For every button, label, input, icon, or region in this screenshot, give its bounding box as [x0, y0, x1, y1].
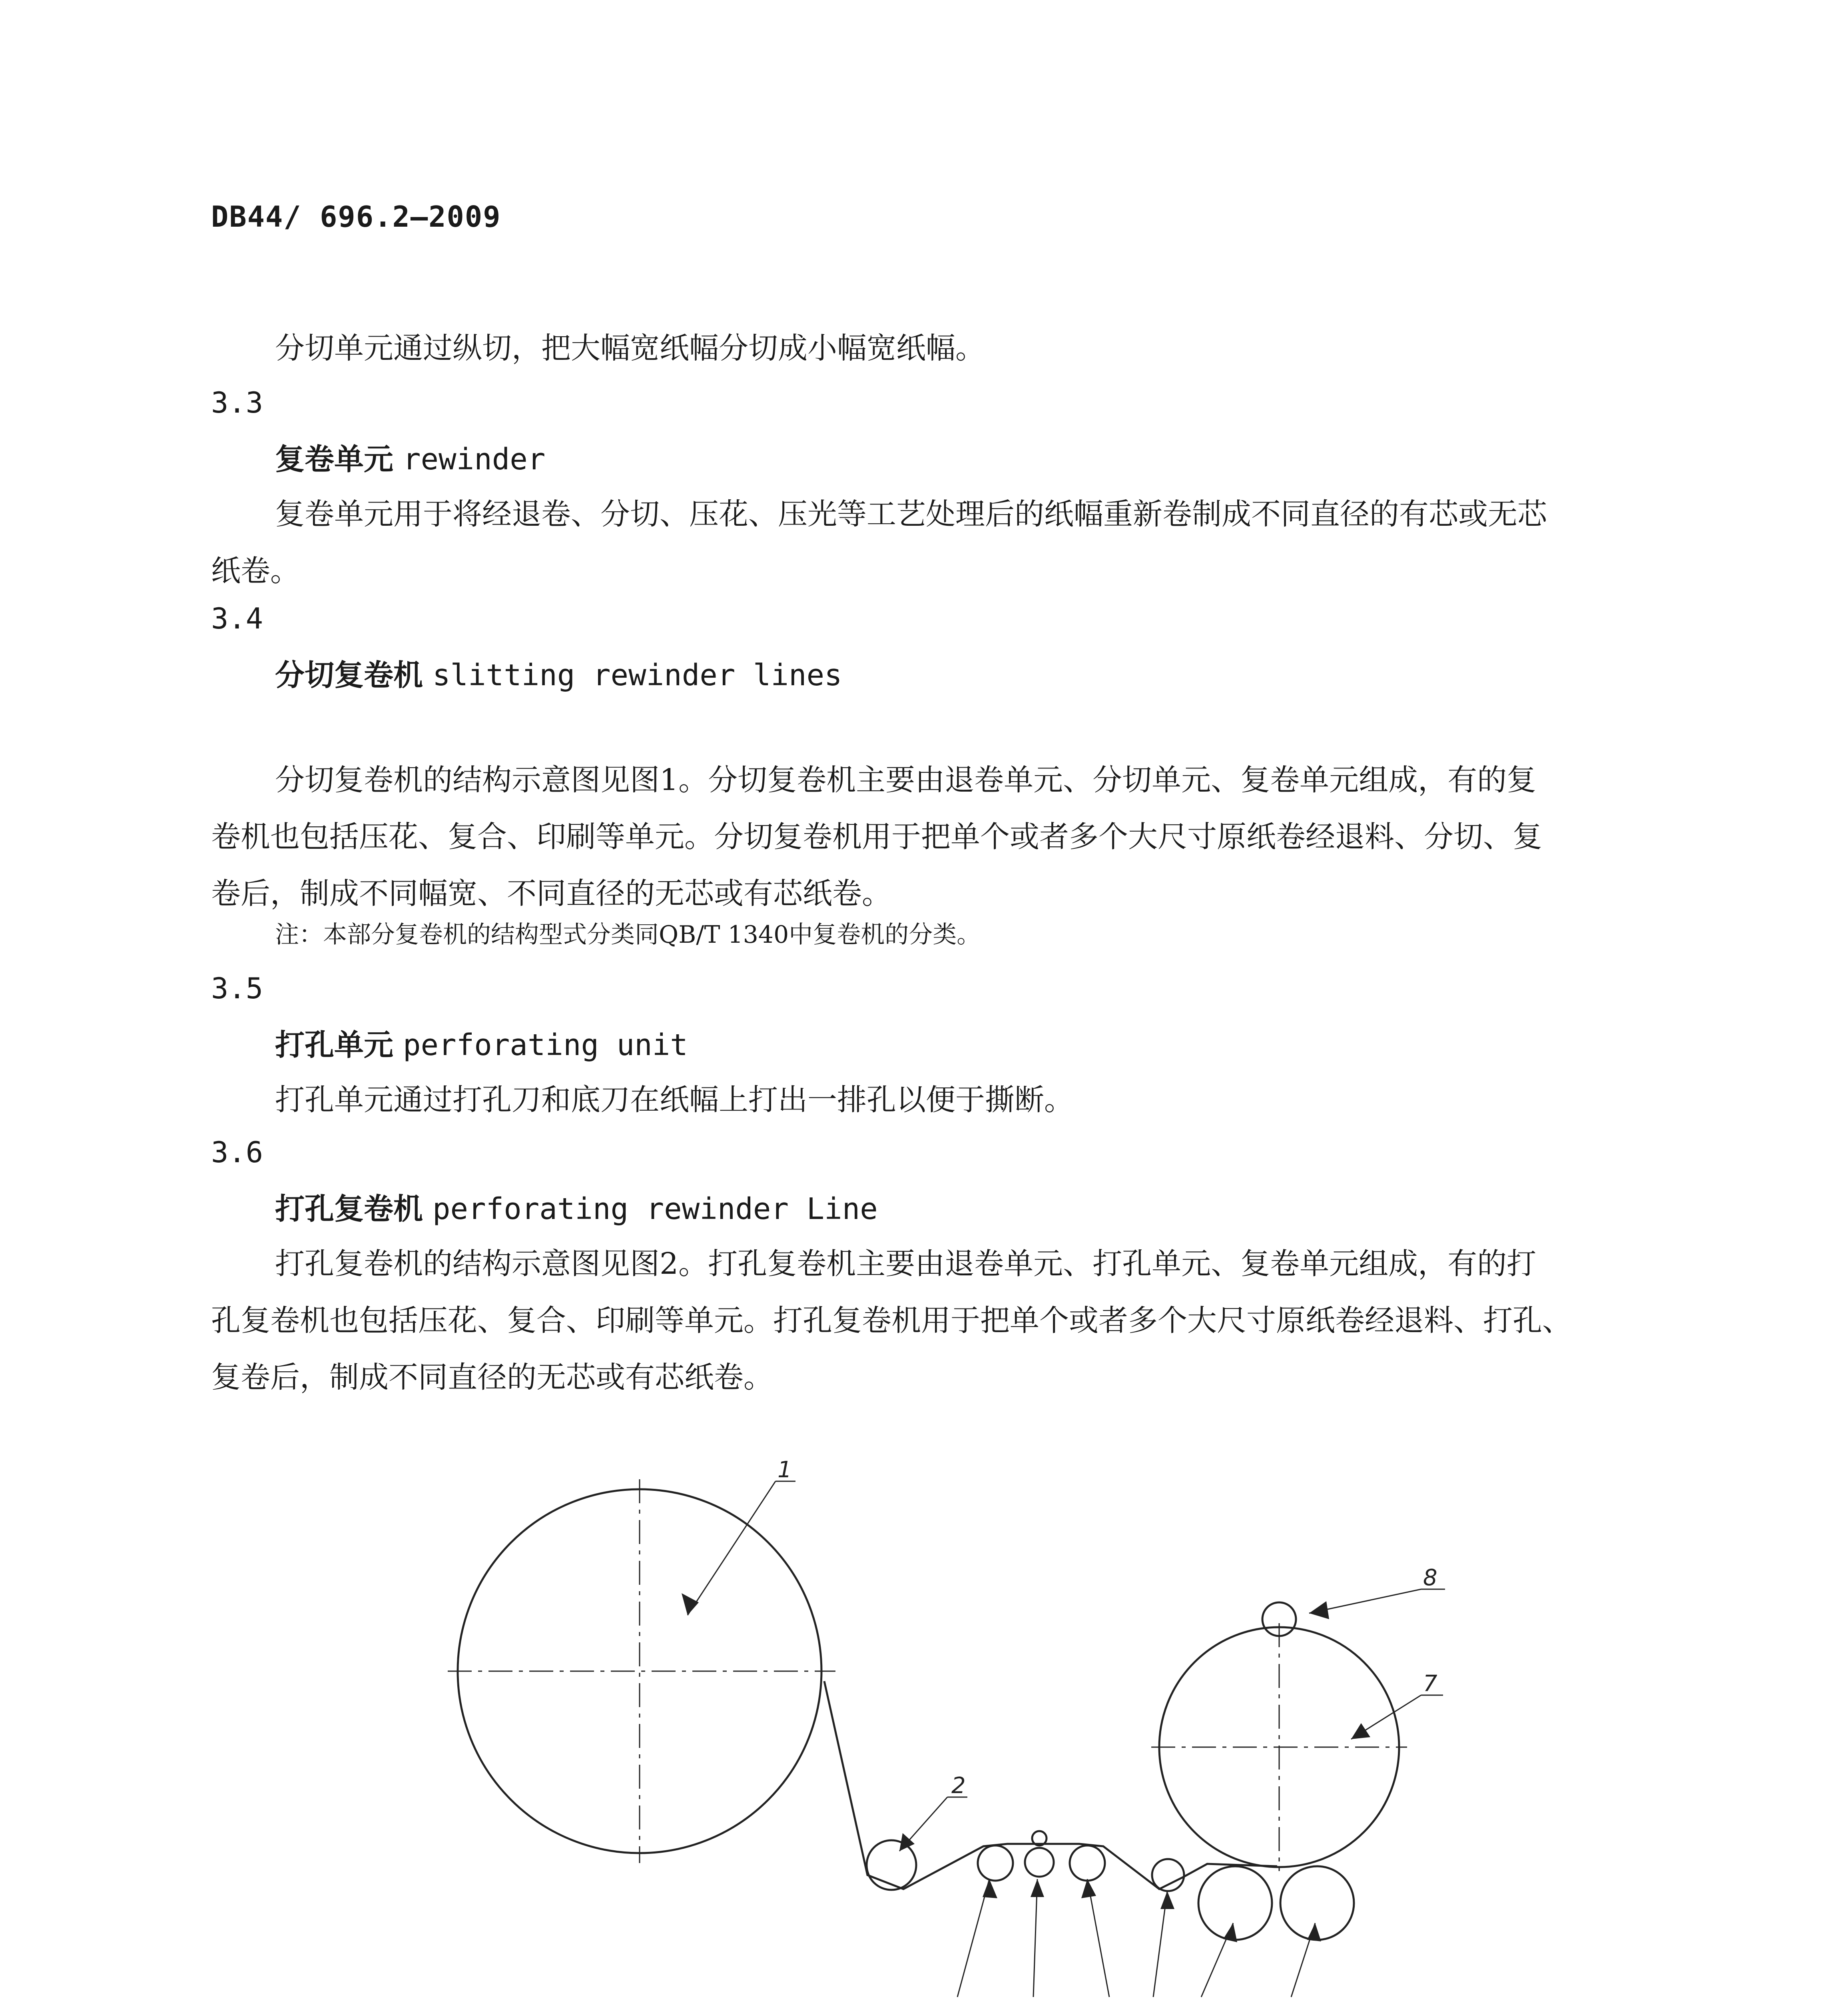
winding-drum-right [1280, 1866, 1354, 1940]
clause-number-3-3: 3.3 [211, 386, 263, 419]
term-perforating-unit: 打孔单元 perforating unit [275, 1028, 688, 1062]
term-rewinder: 复卷单元 rewinder [275, 442, 546, 477]
perforating-rewinder-definition: 打孔复卷机的结构示意图见图2。打孔复卷机主要由退卷单元、打孔单元、复卷单元组成，有的打 孔复卷机也包括压花、复合、印刷等单元。打孔复卷机用于把单个或者多个大尺寸原纸卷经退料、打孔、 复卷后，制成不同直径的无芯或有芯纸卷。 [211, 1247, 1572, 1395]
guide-roll-left [978, 1845, 1013, 1881]
classification-note: 注：本部分复卷机的结构型式分类同QB/T 1340中复卷机的分类。 [275, 921, 981, 949]
winding-drum-left [1198, 1866, 1272, 1940]
guide-roll-right [1070, 1845, 1105, 1881]
clause-number-3-4: 3.4 [211, 602, 263, 635]
label-1: 1 [777, 1457, 792, 1483]
perforating-unit-definition: 打孔单元通过打孔刀和底刀在纸幅上打出一排孔以便于撕断。 [275, 1083, 1074, 1117]
term-slitting-rewinder: 分切复卷机 slitting rewinder lines [275, 658, 842, 692]
slitting-rewinder-definition: 分切复卷机的结构示意图见图1。分切复卷机主要由退卷单元、分切单元、复卷单元组成，有的复 卷机也包括压花、复合、印刷等单元。分切复卷机用于把单个或者多个大尺寸原纸卷经退料、分切、复 卷后，制成不同幅宽、不同直径的无芯或有芯纸卷。 [211, 763, 1542, 911]
clause-number-3-5: 3.5 [211, 972, 263, 1005]
label-8: 8 [1423, 1565, 1437, 1591]
term-perforating-rewinder: 打孔复卷机 perforating rewinder Line [275, 1192, 878, 1226]
document-number: DB44/ 696.2—2009 [211, 200, 501, 233]
label-7: 7 [1423, 1671, 1437, 1697]
guide-roll [867, 1840, 916, 1890]
clause-number-3-6: 3.6 [211, 1135, 263, 1169]
slitting-unit-definition: 分切单元通过纵切，把大幅宽纸幅分切成小幅宽纸幅。 [275, 331, 985, 365]
label-2: 2 [951, 1773, 966, 1799]
paper-web [824, 1681, 1277, 1889]
slitting-knife [1025, 1848, 1054, 1877]
rewinder-definition: 复卷单元用于将经退卷、分切、压花、压光等工艺处理后的纸幅重新卷制成不同直径的有芯或无芯 纸卷。 [211, 497, 1547, 588]
